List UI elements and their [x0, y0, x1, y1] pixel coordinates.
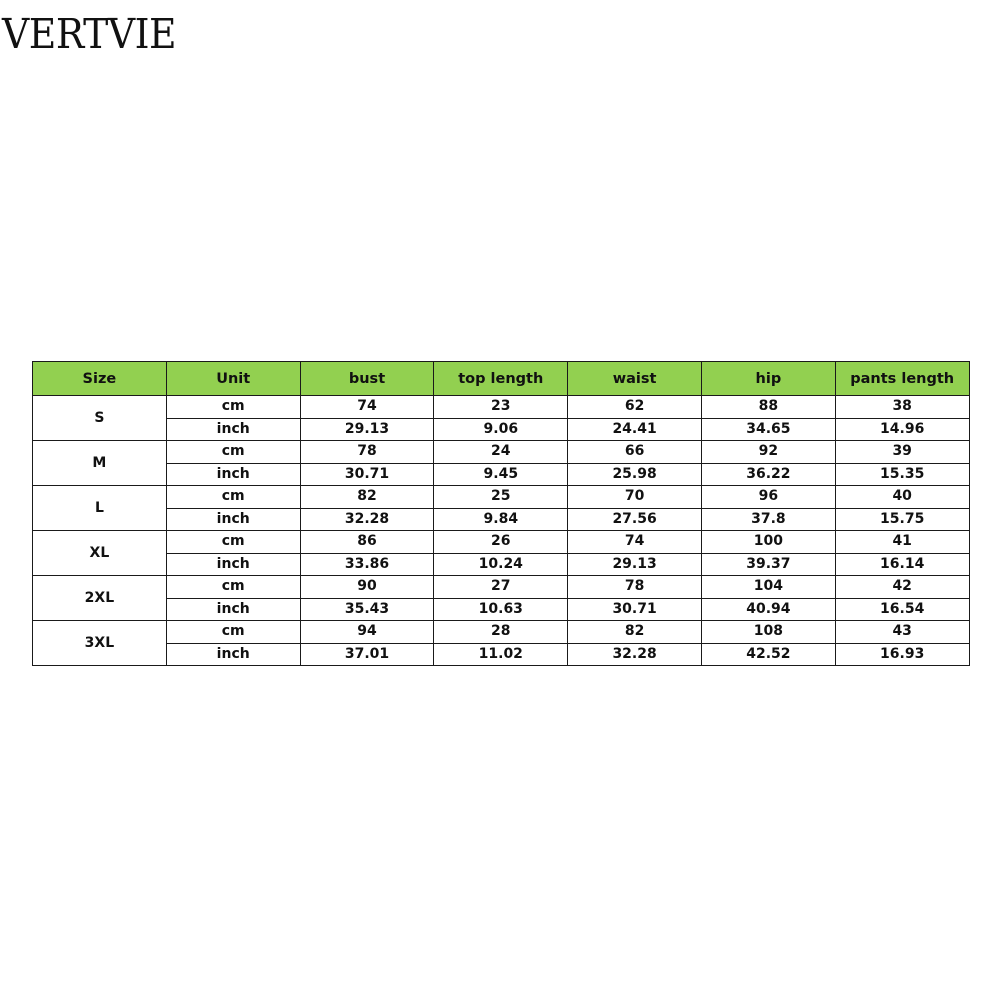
waist-cell: 74 [568, 531, 702, 554]
hip-cell: 34.65 [701, 418, 835, 441]
unit-cell: inch [166, 418, 300, 441]
bust-cell: 32.28 [300, 508, 434, 531]
header-top-length: top length [434, 362, 568, 396]
header-row [33, 362, 970, 396]
table-row [33, 508, 970, 531]
table-row [33, 531, 970, 554]
hip-cell: 104 [701, 576, 835, 599]
pants-length-cell: 15.75 [835, 508, 969, 531]
waist-cell: 32.28 [568, 643, 702, 666]
pants-length-cell: 41 [835, 531, 969, 554]
pants-length-cell: 43 [835, 621, 969, 644]
header-unit: Unit [166, 362, 300, 396]
bust-cell: 37.01 [300, 643, 434, 666]
table-row [33, 576, 970, 599]
unit-cell: cm [166, 486, 300, 509]
bust-cell: 35.43 [300, 598, 434, 621]
header-bust: bust [300, 362, 434, 396]
size-chart-table [32, 361, 970, 666]
pants-length-cell: 16.54 [835, 598, 969, 621]
table-row [33, 463, 970, 486]
size-cell: M [33, 441, 167, 486]
bust-cell: 33.86 [300, 553, 434, 576]
unit-cell: inch [166, 598, 300, 621]
unit-cell: cm [166, 621, 300, 644]
hip-cell: 92 [701, 441, 835, 464]
size-chart-header [33, 362, 970, 396]
table-row [33, 441, 970, 464]
waist-cell: 27.56 [568, 508, 702, 531]
pants-length-cell: 14.96 [835, 418, 969, 441]
bust-cell: 90 [300, 576, 434, 599]
top-length-cell: 9.06 [434, 418, 568, 441]
top-length-cell: 25 [434, 486, 568, 509]
hip-cell: 37.8 [701, 508, 835, 531]
table-row [33, 621, 970, 644]
pants-length-cell: 40 [835, 486, 969, 509]
pants-length-cell: 38 [835, 396, 969, 419]
top-length-cell: 24 [434, 441, 568, 464]
waist-cell: 78 [568, 576, 702, 599]
header-waist: waist [568, 362, 702, 396]
hip-cell: 108 [701, 621, 835, 644]
unit-cell: cm [166, 441, 300, 464]
bust-cell: 29.13 [300, 418, 434, 441]
bust-cell: 86 [300, 531, 434, 554]
bust-cell: 78 [300, 441, 434, 464]
unit-cell: inch [166, 553, 300, 576]
top-length-cell: 27 [434, 576, 568, 599]
hip-cell: 36.22 [701, 463, 835, 486]
size-cell: 3XL [33, 621, 167, 666]
size-cell: S [33, 396, 167, 441]
size-cell: XL [33, 531, 167, 576]
table-row [33, 396, 970, 419]
waist-cell: 30.71 [568, 598, 702, 621]
table-row [33, 598, 970, 621]
waist-cell: 62 [568, 396, 702, 419]
waist-cell: 29.13 [568, 553, 702, 576]
unit-cell: cm [166, 396, 300, 419]
hip-cell: 96 [701, 486, 835, 509]
size-chart-body [33, 396, 970, 666]
size-cell: 2XL [33, 576, 167, 621]
hip-cell: 42.52 [701, 643, 835, 666]
hip-cell: 39.37 [701, 553, 835, 576]
hip-cell: 88 [701, 396, 835, 419]
pants-length-cell: 15.35 [835, 463, 969, 486]
top-length-cell: 26 [434, 531, 568, 554]
pants-length-cell: 42 [835, 576, 969, 599]
top-length-cell: 28 [434, 621, 568, 644]
header-pants-length: pants length [835, 362, 969, 396]
hip-cell: 100 [701, 531, 835, 554]
table-row [33, 486, 970, 509]
unit-cell: cm [166, 531, 300, 554]
bust-cell: 30.71 [300, 463, 434, 486]
bust-cell: 74 [300, 396, 434, 419]
unit-cell: inch [166, 508, 300, 531]
top-length-cell: 23 [434, 396, 568, 419]
waist-cell: 66 [568, 441, 702, 464]
waist-cell: 25.98 [568, 463, 702, 486]
table-row [33, 418, 970, 441]
top-length-cell: 10.24 [434, 553, 568, 576]
table-row [33, 643, 970, 666]
pants-length-cell: 16.14 [835, 553, 969, 576]
top-length-cell: 10.63 [434, 598, 568, 621]
pants-length-cell: 16.93 [835, 643, 969, 666]
bust-cell: 82 [300, 486, 434, 509]
header-size: Size [33, 362, 167, 396]
brand-logo: VERTVIE [2, 10, 177, 58]
bust-cell: 94 [300, 621, 434, 644]
top-length-cell: 9.84 [434, 508, 568, 531]
waist-cell: 24.41 [568, 418, 702, 441]
header-hip: hip [701, 362, 835, 396]
waist-cell: 82 [568, 621, 702, 644]
top-length-cell: 11.02 [434, 643, 568, 666]
unit-cell: cm [166, 576, 300, 599]
size-cell: L [33, 486, 167, 531]
unit-cell: inch [166, 643, 300, 666]
unit-cell: inch [166, 463, 300, 486]
table-row [33, 553, 970, 576]
waist-cell: 70 [568, 486, 702, 509]
hip-cell: 40.94 [701, 598, 835, 621]
pants-length-cell: 39 [835, 441, 969, 464]
top-length-cell: 9.45 [434, 463, 568, 486]
